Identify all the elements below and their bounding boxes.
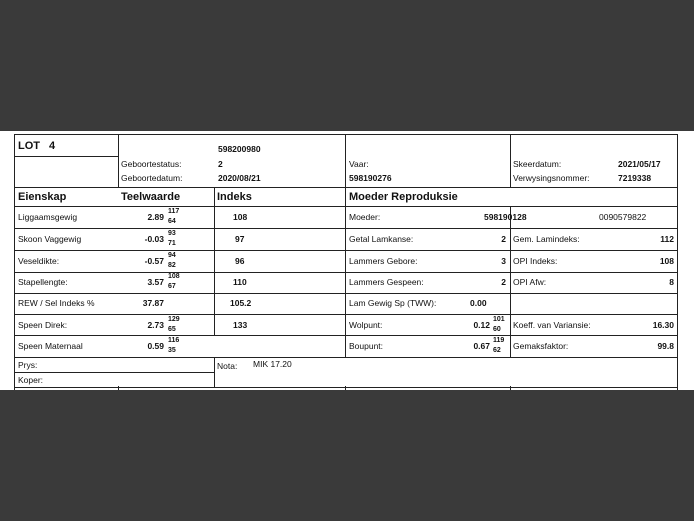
trait-name: Veseldikte: (18, 256, 60, 266)
sire-label: Vaar: (349, 159, 369, 169)
opi-dev: 8 (669, 277, 674, 287)
lambs-weaned-label: Lammers Gespeen: (349, 277, 424, 287)
rule (14, 228, 678, 229)
lamb-chances: 2 (501, 234, 506, 244)
trait-name: Skoon Vaggewig (18, 234, 82, 244)
opi-dev-label: OPI Afw: (513, 277, 547, 287)
note-label: Nota: (217, 361, 238, 371)
rule (14, 134, 678, 135)
trait-index: 108 (233, 212, 248, 222)
conformation-bottom: 62 (493, 347, 501, 354)
lot-number: 4 (49, 140, 56, 152)
rule (14, 250, 678, 251)
conformation-label: Boupunt: (349, 341, 384, 351)
lamb-chances-label: Getal Lamkanse: (349, 234, 414, 244)
trait-value: -0.57 (144, 256, 164, 266)
dam-id: 598190128 (484, 212, 527, 222)
rule (118, 386, 119, 390)
lambs-born-label: Lammers Gebore: (349, 256, 418, 266)
opi-index-label: OPI Indeks: (513, 256, 558, 266)
wool-point: 0.12 (473, 320, 490, 330)
trait-index: 96 (235, 256, 245, 266)
trait-top: 94 (168, 252, 176, 259)
trait-name: REW / Sel Indeks % (18, 298, 95, 308)
trait-top: 117 (168, 208, 180, 215)
rule (14, 357, 678, 358)
rule (14, 372, 214, 373)
dam-reproduction-header: Moeder Reproduksie (349, 191, 458, 203)
sire-id: 598190276 (349, 173, 392, 183)
birth-date: 2020/08/21 (218, 173, 261, 183)
rule (14, 293, 678, 294)
lamb-weight: 0.00 (470, 298, 487, 308)
avg-lamb-index: 112 (660, 234, 674, 244)
trait-value: 2.73 (147, 320, 164, 330)
dam-id2: 0090579822 (599, 212, 647, 222)
rule (14, 387, 678, 388)
trait-top: 129 (168, 316, 180, 323)
birth-date-label: Geboortedatum: (121, 173, 183, 183)
lot-table (14, 134, 678, 390)
lambs-weaned: 2 (501, 277, 506, 287)
shear-date-label: Skeerdatum: (513, 159, 562, 169)
shear-date: 2021/05/17 (618, 159, 661, 169)
rule (677, 134, 678, 390)
trait-value: 0.59 (147, 341, 164, 351)
trait-index: 133 (233, 320, 248, 330)
reg-number: 598200980 (218, 144, 261, 154)
trait-name: Stapellengte: (18, 277, 68, 287)
trait-value: 2.89 (147, 212, 164, 222)
rule (14, 134, 15, 390)
trait-value: -0.03 (144, 234, 164, 244)
rule (14, 206, 678, 207)
trait-index: 110 (233, 277, 247, 287)
wool-bottom: 60 (493, 326, 501, 333)
trait-bottom: 35 (168, 347, 176, 354)
trait-name: Speen Direk: (18, 320, 68, 330)
lambs-born: 3 (501, 256, 506, 266)
trait-bottom: 64 (168, 218, 176, 225)
trait-top: 93 (168, 230, 176, 237)
rule (345, 134, 346, 358)
ref-number: 7219338 (618, 173, 652, 183)
buyer-label: Koper: (18, 375, 44, 385)
lot-label: LOT (18, 140, 40, 152)
rule (118, 134, 119, 188)
trait-top: 116 (168, 337, 180, 344)
ease-label: Gemaksfaktor: (513, 341, 569, 351)
trait-value: 3.57 (147, 277, 164, 287)
cv: 16.30 (652, 320, 674, 330)
trait-bottom: 67 (168, 283, 176, 290)
birth-status-label: Geboortestatus: (121, 159, 182, 169)
price-label: Prys: (18, 360, 38, 370)
rule (14, 335, 678, 336)
avg-lamb-index-label: Gem. Lamindeks: (513, 234, 580, 244)
rule (14, 187, 678, 188)
trait-index: 105.2 (230, 298, 252, 308)
trait-bottom: 71 (168, 240, 176, 247)
birth-status: 2 (218, 159, 223, 169)
rule (14, 272, 678, 273)
ref-label: Verwysingsnommer: (513, 173, 590, 183)
rule (510, 134, 511, 188)
trait-index: 97 (235, 234, 245, 244)
breeding-value-header: Teelwaarde (121, 191, 181, 203)
rule (510, 206, 511, 358)
trait-bottom: 65 (168, 326, 176, 333)
trait-name: Speen Maternaal (18, 341, 83, 351)
index-header: Indeks (217, 191, 252, 203)
wool-point-label: Wolpunt: (349, 320, 383, 330)
ease-factor: 99.8 (657, 341, 674, 351)
wool-top: 101 (493, 316, 505, 323)
trait-name: Liggaamsgewig (18, 212, 78, 222)
rule (510, 386, 511, 390)
lot-sheet (0, 131, 694, 390)
lamb-weight-label: Lam Gewig Sp (TWW): (349, 298, 437, 308)
rule (14, 156, 118, 157)
trait-header: Eienskap (18, 191, 67, 203)
rule (214, 187, 215, 336)
conformation-top: 119 (493, 337, 505, 344)
cv-label: Koeff. van Variansie: (513, 320, 591, 330)
rule (214, 357, 215, 388)
rule (345, 386, 346, 390)
trait-value: 37.87 (142, 298, 164, 308)
rule (14, 314, 678, 315)
trait-bottom: 82 (168, 262, 176, 269)
opi-index: 108 (659, 256, 674, 266)
trait-top: 108 (168, 273, 180, 280)
note-text: MIK 17.20 (253, 359, 292, 369)
conformation-point: 0.67 (473, 341, 490, 351)
dam-label: Moeder: (349, 212, 381, 222)
